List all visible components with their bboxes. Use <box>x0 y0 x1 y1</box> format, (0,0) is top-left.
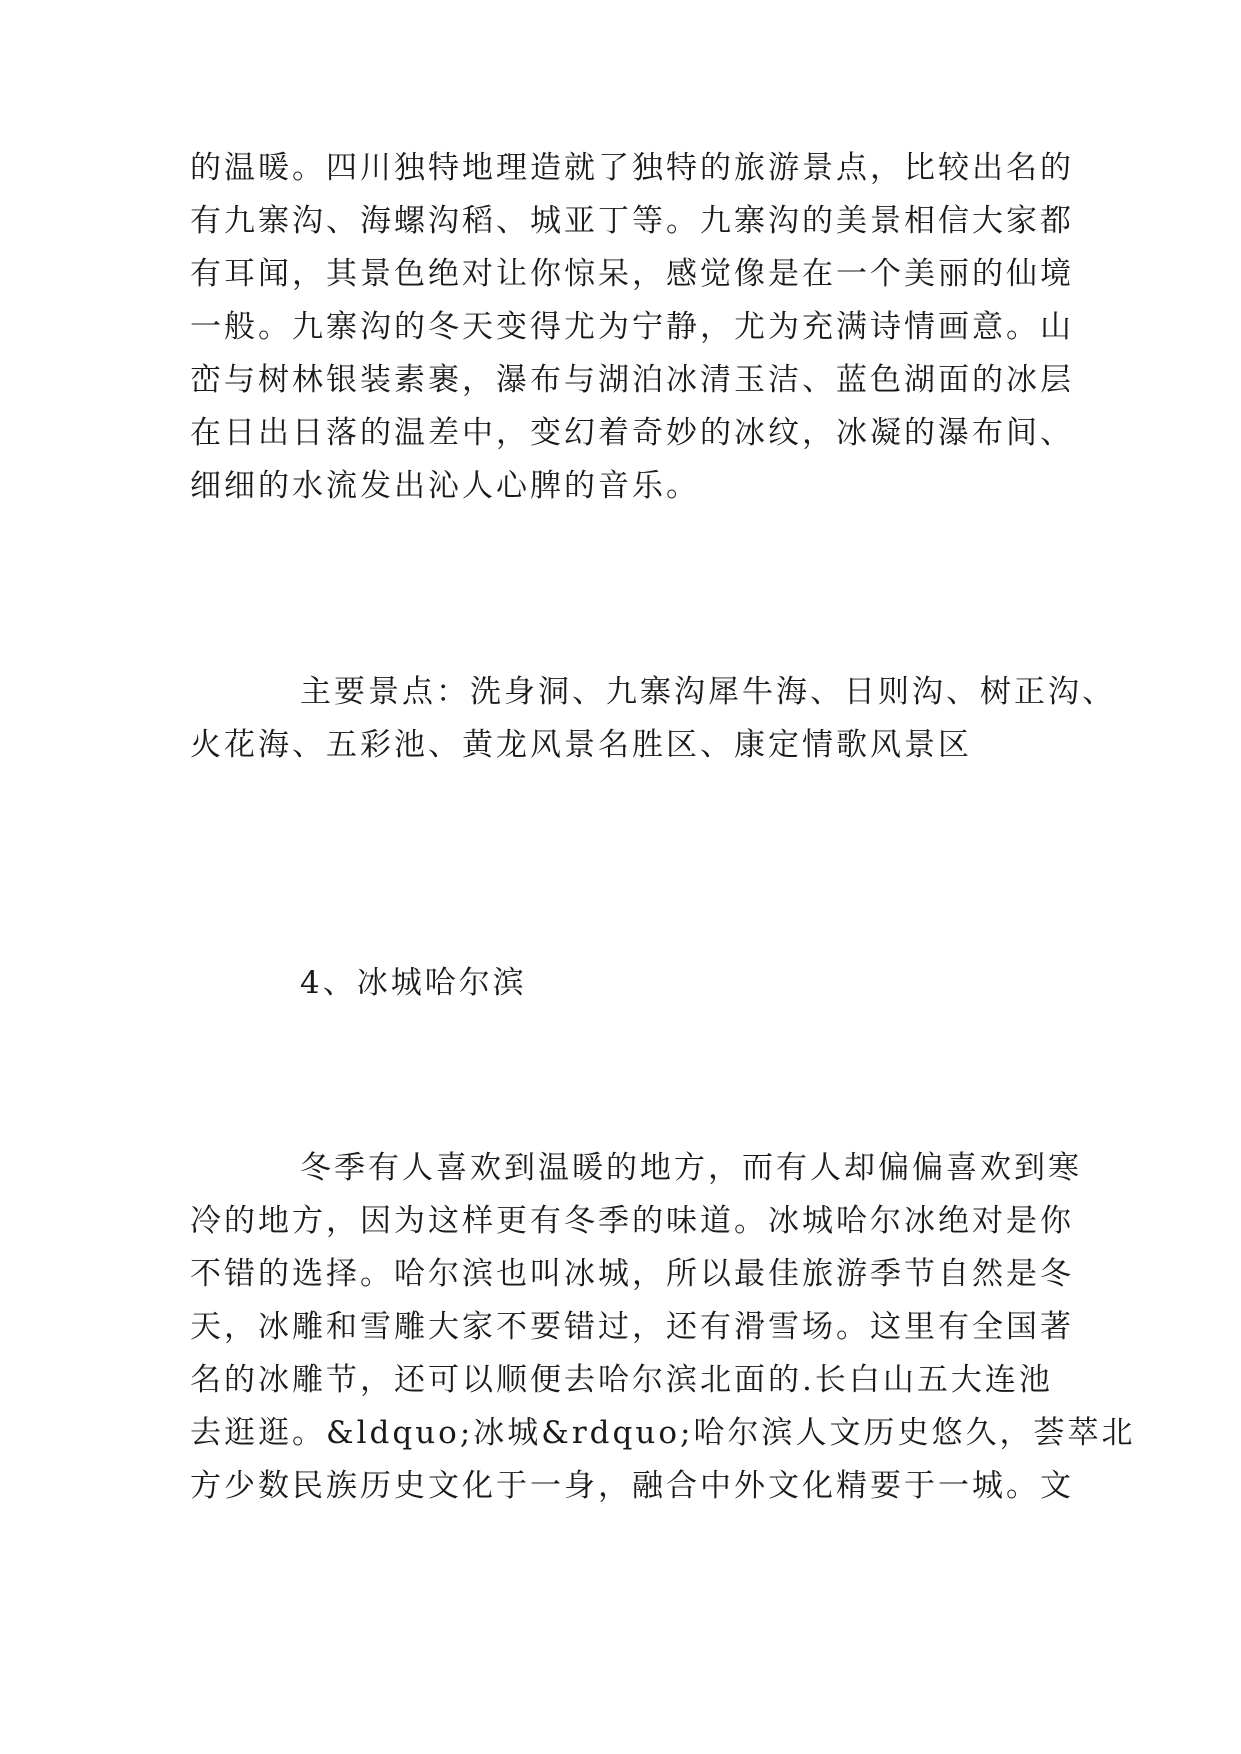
paragraph-line: 方少数民族历史文化于一身，融合中外文化精要于一城。文 <box>190 1468 1074 1504</box>
attractions-line: 主要景点：洗身洞、九寨沟犀牛海、日则沟、树正沟、 <box>300 674 1116 710</box>
paragraph-line: 在日出日落的温差中，变幻着奇妙的冰纹，冰凝的瀑布间、 <box>190 415 1074 451</box>
paragraph-line: 的温暖。四川独特地理造就了独特的旅游景点，比较出名的 <box>190 150 1074 186</box>
paragraph-line: 冷的地方，因为这样更有冬季的味道。冰城哈尔冰绝对是你 <box>190 1203 1074 1239</box>
paragraph-line: 有九寨沟、海螺沟稻、城亚丁等。九寨沟的美景相信大家都 <box>190 203 1074 239</box>
paragraph-line: 细细的水流发出沁人心脾的音乐。 <box>190 468 700 504</box>
paragraph-line: 名的冰雕节，还可以顺便去哈尔滨北面的.长白山五大连池 <box>190 1362 1053 1398</box>
section-heading: 4、冰城哈尔滨 <box>300 965 527 1001</box>
paragraph-line: 冬季有人喜欢到温暖的地方，而有人却偏偏喜欢到寒 <box>300 1150 1082 1186</box>
paragraph-line: 一般。九寨沟的冬天变得尤为宁静，尤为充满诗情画意。山 <box>190 309 1074 345</box>
paragraph-line: 不错的选择。哈尔滨也叫冰城，所以最佳旅游季节自然是冬 <box>190 1256 1074 1292</box>
paragraph-line: 去逛逛。&ldquo;冰城&rdquo;哈尔滨人文历史悠久，荟萃北 <box>190 1415 1136 1451</box>
paragraph-line: 有耳闻，其景色绝对让你惊呆，感觉像是在一个美丽的仙境 <box>190 256 1074 292</box>
paragraph-line: 峦与树林银装素裹，瀑布与湖泊冰清玉洁、蓝色湖面的冰层 <box>190 362 1074 398</box>
attractions-line: 火花海、五彩池、黄龙风景名胜区、康定情歌风景区 <box>190 727 972 763</box>
paragraph-line: 天，冰雕和雪雕大家不要错过，还有滑雪场。这里有全国著 <box>190 1309 1074 1345</box>
